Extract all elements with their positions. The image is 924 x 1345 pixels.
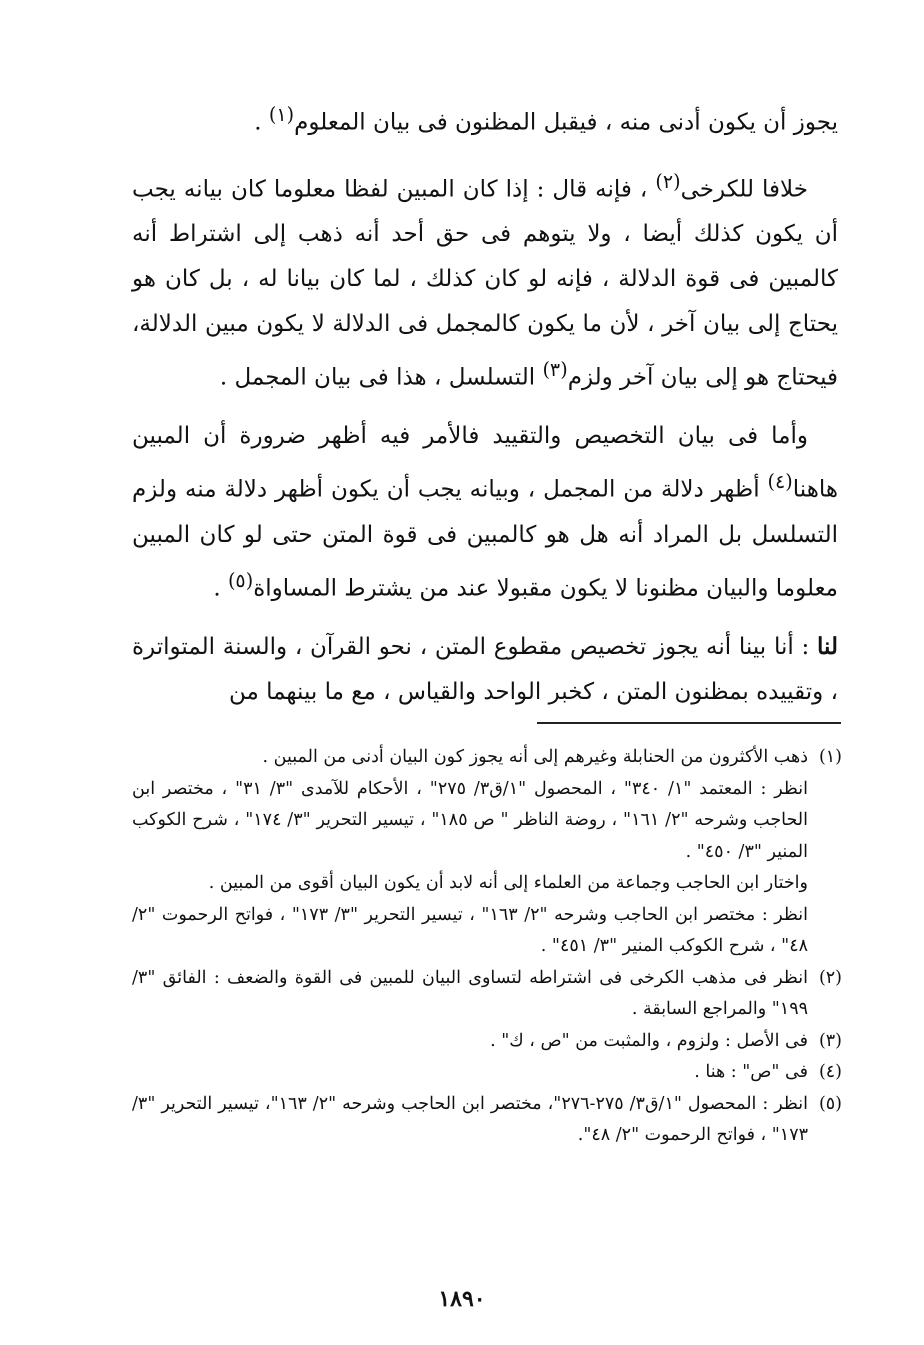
footnote-number: (٥) <box>818 1093 842 1114</box>
paragraph-3 <box>132 414 838 611</box>
footnote-ref: (١) <box>268 103 295 126</box>
text-run: وأما فى بيان التخصيص والتقييد فالأمر فيه أظهر ضرورة أن المبين هاهنا <box>132 422 838 503</box>
text-run: ، فإنه قال : إذا كان المبين لفظا معلوما كان بيانه يجب أن يكون كذلك أيضا ، ولا يتوهم فى حق أحد أنه ذهب إلى اشتراط أنه كالمبين فى قوة الدلالة ، فإنه لو كان كذلك ، لما كان بيانا له ، بل كان هو يحتاج إلى بيان آخر ، لأن ما يكون كالمجمل فى الدلالة لا يكون مبين الدلالة، فيحتاج هو إلى بيان آخر ولزم <box>132 176 838 391</box>
paragraph-2 <box>132 159 838 401</box>
page-number: ١٨٩٠ <box>438 1286 486 1312</box>
footnote-number: (٢) <box>818 967 842 988</box>
text-run: التسلسل ، هذا فى بيان المجمل . <box>219 364 543 391</box>
main-text <box>132 92 838 728</box>
footnote-number: (٣) <box>818 1030 842 1051</box>
footnote-ref: (٢) <box>655 169 681 193</box>
footnote-ref: (٥) <box>227 568 254 592</box>
footnote-reference-line: انظر : المعتمد "١/ ٣٤٠" ، المحصول "١/ق٣/ ٢٧٥" ، الأحكام للآمدى "٣/ ٣١" ، مختصر ابن الحاجب وشرحه "٢/ ١٦١" ، روضة الناظر " ص ١٨٥" ، تيسير التحرير "٣/ ١٧٤" ، شرح الكوكب المنير "٣/ ٤٥٠" . <box>132 778 808 862</box>
text-run: . <box>254 109 269 136</box>
footnote-reference-line: انظر : مختصر ابن الحاجب وشرحه "٢/ ١٦٣" ، تيسير التحرير "٣/ ١٧٣" ، فواتح الرحموت "٢/ ٤٨" ، شرح الكوكب المنير "٣/ ٤٥١" . <box>132 904 809 956</box>
footnote-text: انظر فى مذهب الكرخى فى اشتراطه لتساوى البيان للمبين فى القوة والضعف : الفائق "٣/ ١٩٩" والمراجع السابقة . <box>132 967 808 1019</box>
paragraph-1 <box>132 92 838 146</box>
text-run: أظهر دلالة من المجمل ، وبيانه يجب أن يكون أظهر دلالة منه ولزم التسلسل بل المراد أنه هل هو كالمبين فى قوة المتن حتى لو كان المبين معلوما والبيان مظنونا لا يكون مقبولا عند من يشترط المساواة <box>132 476 838 602</box>
footnote-5 <box>132 1089 842 1152</box>
text-run: . <box>213 575 228 602</box>
footnote-2 <box>132 963 842 1026</box>
footnote-ref: (٤) <box>767 469 793 493</box>
footnote-text: فى الأصل : ولزوم ، والمثبت من "ص ، ك" . <box>490 1030 808 1051</box>
text-run: : أنا بينا أنه يجوز تخصيص مقطوع المتن ، نحو القرآن ، والسنة المتواترة ، وتقييده بمظنون المتن ، كخبر الواحد والقياس ، مع ما بينهما من <box>132 634 838 706</box>
footnote-text: انظر : المحصول "١/ق٣/ ٢٧٥-٢٧٦"، مختصر ابن الحاجب وشرحه "٢/ ١٦٣"، تيسير التحرير "٣/ ١٧٣" ، فواتح الرحموت "٢/ ٤٨". <box>132 1093 808 1145</box>
footnote-ref: (٣) <box>542 358 568 382</box>
text-run: يجوز أن يكون أدنى منه ، فيقبل المظنون فى بيان المعلوم <box>294 109 838 136</box>
footnote-1 <box>132 742 842 774</box>
footnote-number: (١) <box>818 747 842 767</box>
footnote-text: ذهب الأكثرون من الحنابلة وغيرهم إلى أنه يجوز كون البيان أدنى من المبين . <box>262 747 808 767</box>
footnotes <box>132 742 842 1152</box>
footnote-4 <box>132 1057 842 1089</box>
footnote-3 <box>132 1026 842 1058</box>
bold-lead: لنا <box>817 633 838 661</box>
text-run: خلافا للكرخى <box>680 176 808 203</box>
paragraph-4 <box>132 624 838 715</box>
footnote-reference-line: واختار ابن الحاجب وجماعة من العلماء إلى أنه لابد أن يكون البيان أقوى من المبين . <box>208 873 808 893</box>
footnote-text: فى "ص" : هنا . <box>694 1062 808 1082</box>
footnote-number: (٤) <box>818 1062 842 1082</box>
footnote-separator <box>537 722 841 724</box>
